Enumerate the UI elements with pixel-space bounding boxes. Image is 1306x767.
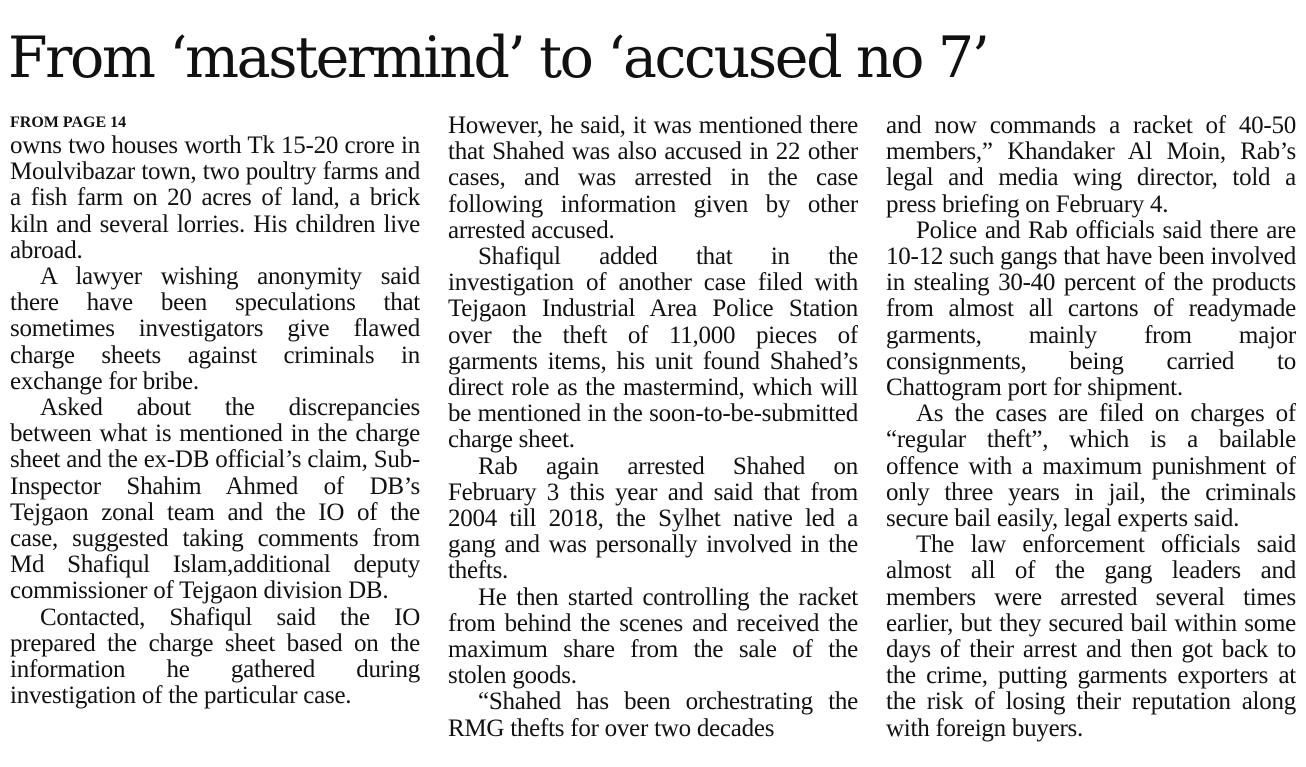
paragraph: The law enforcement officials said almost all of the gang leaders and members were arrested several times earlier, but they secured bail within some days of their arrest and then got back to the crime, putting garments exporters at the risk of losing their reputation along with foreign buyers.	[886, 531, 1296, 742]
article-headline: From ‘mastermind’ to ‘accused no 7’	[8, 25, 988, 91]
paragraph: owns two houses worth Tk 15-20 crore in Moulvibazar town, two poultry farms and a fish farm on 20 acres of land, a brick kiln and several lorries. His children live abroad.	[10, 132, 420, 264]
paragraph: Contacted, Shafiqul said the IO prepared the charge sheet based on the information he gathered during investigation of the particular case.	[10, 603, 420, 710]
paragraph: A lawyer wishing anonymity said there have been speculations that sometimes investigators give flawed charge sheets against criminals in exchange for bribe.	[10, 263, 420, 395]
paragraph: He then started controlling the racket from behind the scenes and received the maximum share from the sale of the stolen goods.	[448, 583, 858, 690]
article-body	[10, 113, 1296, 753]
paragraph: Rab again arrested Shahed on February 3 this year and said that from 2004 till 2018, the Sylhet native led a gang and was personally involved in the thefts.	[448, 452, 858, 585]
column-1	[10, 113, 420, 753]
paragraph: Shafiqul added that in the investigation of another case filed with Tejgaon Industrial Area Police Station over the theft of 11,000 pieces of garments items, his unit found Shahed’s direct role as the mastermind, which will be mentioned in the soon-to-be-submitted charge sheet.	[448, 243, 858, 454]
column-2	[448, 113, 858, 753]
paragraph: However, he said, it was mentioned there that Shahed was also accused in 22 other cases, and was arrested in the case following information given by other arrested accused.	[448, 113, 858, 244]
paragraph: “Shahed has been orchestrating the RMG thefts for over two decades	[448, 688, 858, 742]
continuation-kicker: FROM PAGE 14	[10, 114, 127, 131]
column-3	[886, 113, 1296, 753]
paragraph: As the cases are filed on charges of “regular theft”, which is a bailable offence with a maximum punishment of only three years in jail, the criminals secure bail easily, legal experts said.	[886, 400, 1296, 533]
paragraph: and now commands a racket of 40-50 members,” Khandaker Al Moin, Rab’s legal and media wing director, told a press briefing on February 4.	[886, 113, 1296, 218]
paragraph: Asked about the discrepancies between what is mentioned in the charge sheet and the ex-DB official’s claim, Sub-Inspector Shahim Ahmed of DB’s Tejgaon zonal team and the IO of the case, suggested taking comments from Md Shafiqul Islam,additional deputy commissioner of Tejgaon division DB.	[10, 394, 420, 605]
paragraph: Police and Rab officials said there are 10-12 such gangs that have been involved in stealing 30-40 percent of the products from almost all cartons of readymade garments, mainly from major consignments, being carried to Chattogram port for shipment.	[886, 216, 1296, 402]
